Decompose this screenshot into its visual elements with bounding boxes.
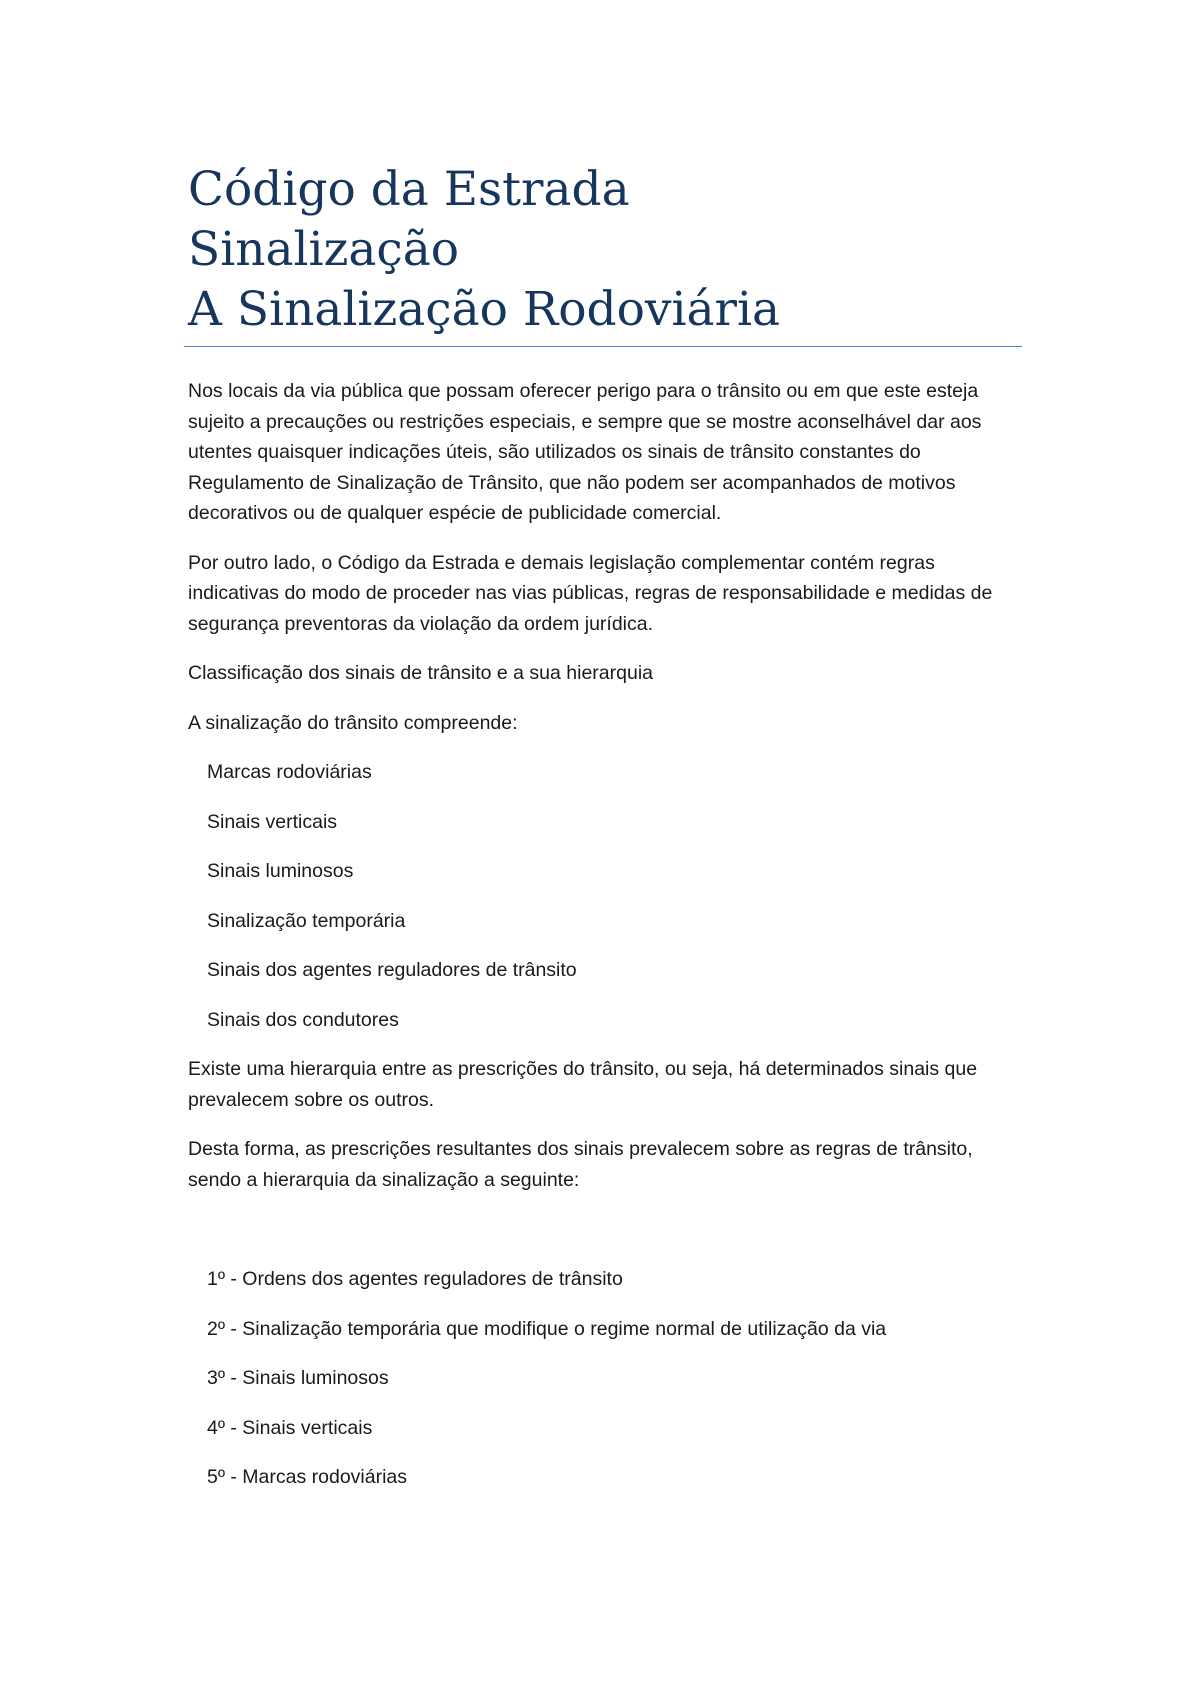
- list-item: Sinais verticais: [207, 810, 338, 833]
- paragraph-classification-heading: Classificação dos sinais de trânsito e a sua hierarquia: [188, 662, 654, 684]
- list-item: 3º - Sinais luminosos: [207, 1367, 389, 1389]
- list-item: Sinais luminosos: [207, 860, 354, 882]
- list-item: 1º - Ordens dos agentes reguladores de trânsito: [207, 1268, 623, 1290]
- paragraph-hierarchy-intro: Desta forma, as prescrições resultantes dos sinais prevalecem sobre as regras de trânsito, sendo a hierarquia da sinalização a seguinte:: [188, 1138, 973, 1191]
- title-line-3: A Sinalização Rodoviária: [188, 282, 781, 337]
- paragraph-rules: Por outro lado, o Código da Estrada e demais legislação complementar contém regras indicativas do modo de proceder nas vias públicas, regras de responsabilidade e medidas de segurança preventoras da violação da ordem jurídica.: [188, 551, 993, 635]
- paragraph-signal-intro: A sinalização do trânsito compreende:: [188, 711, 518, 734]
- list-item: Sinais dos agentes reguladores de trânsito: [207, 959, 577, 981]
- document-body: [188, 376, 1028, 1512]
- list-item: Sinais dos condutores: [207, 1008, 399, 1031]
- list-item: 5º - Marcas rodoviárias: [207, 1466, 408, 1488]
- list-item: Sinalização temporária: [207, 909, 406, 932]
- list-item: 4º - Sinais verticais: [207, 1416, 373, 1439]
- title-line-2: Sinalização: [188, 222, 460, 277]
- paragraph-intro: Nos locais da via pública que possam oferecer perigo para o trânsito ou em que este esteja sujeito a precauções ou restrições especiais, e sempre que se mostre aconselhável dar aos utentes quaisquer indicações úteis, são utilizados os sinais de trânsito constantes do Regulamento de Sinalização de Trânsito, que não podem ser acompanhados de motivos decorativos ou de qualquer espécie de publicidade comercial.: [188, 380, 982, 524]
- hierarchy-list: [188, 1264, 1028, 1493]
- spacer: [188, 1214, 1028, 1264]
- document-title: [188, 160, 1028, 340]
- title-line-1: Código da Estrada: [188, 162, 630, 217]
- signal-types-list: [188, 757, 1028, 1035]
- paragraph-hierarchy: Existe uma hierarquia entre as prescrições do trânsito, ou seja, há determinados sinais que prevalecem sobre os outros.: [188, 1058, 978, 1111]
- list-item: 2º - Sinalização temporária que modifique o regime normal de utilização da via: [207, 1317, 887, 1340]
- list-item: Marcas rodoviárias: [207, 761, 372, 783]
- title-divider: [184, 346, 1022, 347]
